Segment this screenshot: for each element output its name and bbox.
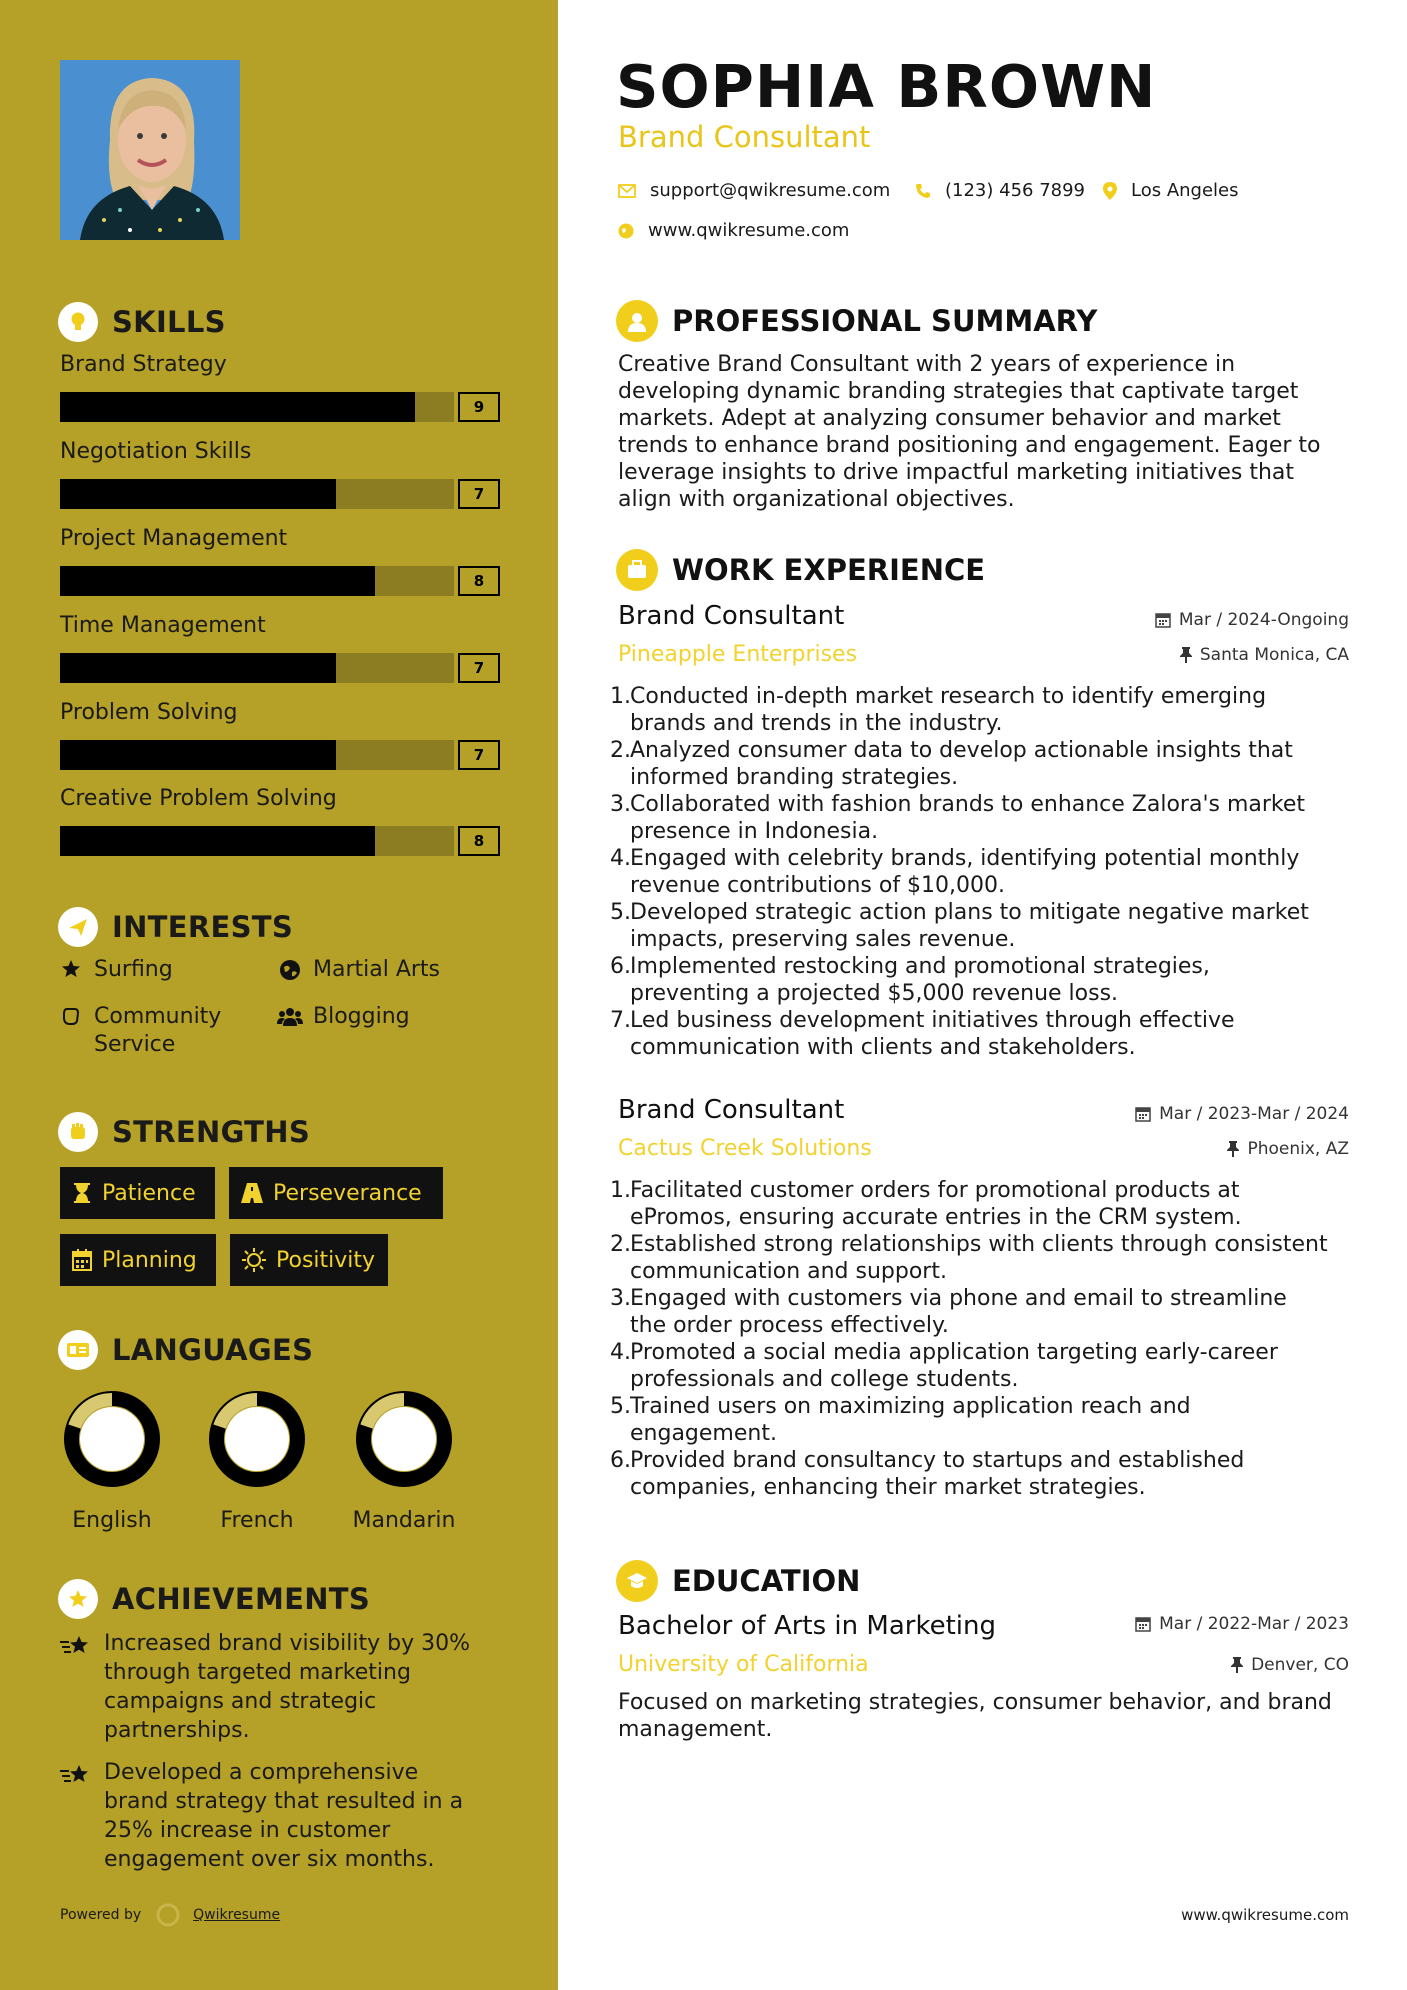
- achievement-line: brand strategy that resulted in a: [104, 1789, 464, 1814]
- skill-name: Brand Strategy: [60, 352, 227, 377]
- summary-line: markets. Adept at analyzing consumer behavior and market: [618, 406, 1281, 431]
- email-text: support@qwikresume.com: [650, 180, 891, 201]
- skill-item: [60, 700, 500, 770]
- responsibility-line: Analyzed consumer data to develop actionable insights that: [630, 738, 1293, 763]
- footer-website[interactable]: www.qwikresume.com: [1181, 1906, 1349, 1924]
- trophy-star-icon: [58, 1579, 98, 1619]
- work-heading: [616, 549, 985, 591]
- list-number: 5.: [610, 900, 631, 925]
- language-item: [182, 1390, 332, 1533]
- job-title: Brand Consultant: [618, 601, 845, 631]
- list-number: 1.: [610, 1178, 631, 1203]
- qwikresume-link[interactable]: Qwikresume: [193, 1907, 281, 1923]
- qwikresume-logo-icon: [155, 1902, 181, 1928]
- skill-bar-track: [60, 826, 454, 856]
- envelope-icon: [618, 184, 636, 198]
- achievement-line: through targeted marketing: [104, 1660, 411, 1685]
- responsibility-line: Facilitated customer orders for promotional products at: [630, 1178, 1240, 1203]
- skill-score: 7: [458, 740, 500, 770]
- strengths-title: STRENGTHS: [112, 1115, 311, 1149]
- language-ring: [63, 1390, 161, 1488]
- responsibility-line: brands and trends in the industry.: [630, 711, 1003, 736]
- list-number: 6.: [610, 1448, 631, 1473]
- user-icon: [616, 300, 658, 342]
- list-number: 7.: [610, 1008, 631, 1033]
- hourglass-icon: [72, 1182, 92, 1204]
- responsibility-line: presence in Indonesia.: [630, 819, 879, 844]
- language-item: [329, 1390, 479, 1533]
- responsibility-line: Developed strategic action plans to mitigate negative market: [630, 900, 1309, 925]
- job-location: [1180, 645, 1349, 665]
- summary-line: Creative Brand Consultant with 2 years of experience in: [618, 352, 1236, 377]
- achievement-item: [60, 1758, 490, 1874]
- skill-bar-fill: [60, 392, 415, 422]
- skill-bar-fill: [60, 740, 336, 770]
- responsibility-line: Collaborated with fashion brands to enhance Zalora's market: [630, 792, 1306, 817]
- list-number: 4.: [610, 1340, 631, 1365]
- list-number: 2.: [610, 738, 631, 763]
- responsibility-line: Established strong relationships with clients through consistent: [630, 1232, 1328, 1257]
- graduation-icon: [616, 1560, 658, 1602]
- job-dates: [1155, 610, 1349, 630]
- skill-bar-fill: [60, 566, 375, 596]
- skill-bar-fill: [60, 479, 336, 509]
- shooting-star-icon: [60, 1758, 92, 1874]
- achievement-line: 25% increase in customer: [104, 1818, 391, 1843]
- list-number: 3.: [610, 1286, 631, 1311]
- language-label: English: [72, 1508, 152, 1533]
- summary-title: PROFESSIONAL SUMMARY: [672, 304, 1098, 338]
- responsibility-line: Engaged with celebrity brands, identifying potential monthly: [630, 846, 1300, 871]
- fist-icon: [58, 1112, 98, 1152]
- shooting-star-icon: [60, 1629, 92, 1745]
- candidate-role: Brand Consultant: [618, 120, 871, 154]
- list-number: 2.: [610, 1232, 631, 1257]
- responsibility-line: informed branding strategies.: [630, 765, 959, 790]
- strength-label: Planning: [102, 1247, 197, 1273]
- skill-bar: [60, 392, 500, 422]
- list-number: 3.: [610, 792, 631, 817]
- skill-score: 8: [458, 826, 500, 856]
- responsibility-item: [610, 1285, 1370, 1339]
- powered-label: Powered by: [60, 1907, 142, 1923]
- skill-name: Problem Solving: [60, 700, 238, 725]
- responsibility-item: [610, 1393, 1370, 1447]
- skill-bar: [60, 740, 500, 770]
- responsibility-item: [610, 737, 1370, 791]
- responsibility-line: professionals and college students.: [630, 1367, 1019, 1392]
- responsibility-line: Promoted a social media application targeting early-career: [630, 1340, 1278, 1365]
- contact-email[interactable]: [618, 180, 890, 201]
- map-pin-icon: [1103, 182, 1117, 200]
- achievement-line: Developed a comprehensive: [104, 1760, 419, 1785]
- responsibility-line: engagement.: [630, 1421, 777, 1446]
- skill-bar-fill: [60, 653, 336, 683]
- calendar-icon: [1135, 1106, 1151, 1122]
- responsibility-line: impacts, preserving sales revenue.: [630, 927, 1016, 952]
- pushpin-icon: [1180, 647, 1192, 663]
- skill-bar-track: [60, 740, 454, 770]
- education-location: [1231, 1655, 1349, 1675]
- skill-bar: [60, 479, 500, 509]
- skill-item: [60, 352, 500, 422]
- education-title: EDUCATION: [672, 1564, 861, 1598]
- summary-line: align with organizational objectives.: [618, 487, 1015, 512]
- summary-line: developing dynamic branding strategies that captivate target: [618, 379, 1299, 404]
- skill-bar: [60, 566, 500, 596]
- lightbulb-icon: [58, 302, 98, 342]
- responsibility-item: [610, 1007, 1370, 1061]
- skill-bar: [60, 826, 500, 856]
- education-line: management.: [618, 1717, 773, 1742]
- interest-label-line1: Community: [94, 1004, 222, 1029]
- job-title: Brand Consultant: [618, 1095, 845, 1125]
- responsibility-line: Conducted in-depth market research to identify emerging: [630, 684, 1267, 709]
- interest-label-line2: Service: [94, 1032, 176, 1057]
- skill-bar-fill: [60, 826, 375, 856]
- list-number: 5.: [610, 1394, 631, 1419]
- phone-text: (123) 456 7899: [945, 180, 1086, 201]
- strengths-heading: [58, 1112, 310, 1152]
- language-card-icon: [58, 1330, 98, 1370]
- contact-phone[interactable]: [915, 180, 1085, 201]
- skill-item: [60, 786, 500, 856]
- languages-heading: [58, 1330, 313, 1370]
- calendar-icon: [1135, 1616, 1151, 1632]
- job-responsibilities: [610, 683, 1370, 1061]
- skill-name: Negotiation Skills: [60, 439, 252, 464]
- star-icon: [58, 956, 84, 984]
- languages-title: LANGUAGES: [112, 1333, 314, 1367]
- responsibility-line: Provided brand consultancy to startups and established: [630, 1448, 1245, 1473]
- strength-patience: [60, 1167, 215, 1219]
- responsibility-item: [610, 845, 1370, 899]
- skill-bar-track: [60, 392, 454, 422]
- achievement-line: partnerships.: [104, 1718, 250, 1743]
- road-icon: [241, 1183, 263, 1203]
- summary-heading: [616, 300, 1097, 342]
- skill-score: 8: [458, 566, 500, 596]
- skill-name: Creative Problem Solving: [60, 786, 337, 811]
- job-company: Cactus Creek Solutions: [618, 1136, 872, 1161]
- dates-text: Mar / 2022-Mar / 2023: [1159, 1614, 1349, 1634]
- sidebar: [0, 0, 558, 1990]
- list-number: 1.: [610, 684, 631, 709]
- responsibility-item: [610, 1447, 1370, 1501]
- interest-community-service: [58, 1003, 221, 1059]
- paper-plane-icon: [58, 907, 98, 947]
- location-text: Denver, CO: [1251, 1655, 1349, 1675]
- responsibility-line: Implemented restocking and promotional strategies,: [630, 954, 1210, 979]
- pushpin-icon: [1231, 1657, 1243, 1673]
- language-label: Mandarin: [352, 1508, 456, 1533]
- education-line: Focused on marketing strategies, consumer behavior, and brand: [618, 1690, 1332, 1715]
- list-number: 4.: [610, 846, 631, 871]
- responsibility-item: [610, 791, 1370, 845]
- achievement-line: Increased brand visibility by 30%: [104, 1631, 470, 1656]
- responsibility-item: [610, 1177, 1370, 1231]
- responsibility-line: Engaged with customers via phone and email to streamline: [630, 1286, 1287, 1311]
- interests-heading: [58, 907, 293, 947]
- school-name: University of California: [618, 1652, 869, 1677]
- education-dates: [1135, 1614, 1349, 1634]
- achievement-line: engagement over six months.: [104, 1847, 435, 1872]
- language-ring: [208, 1390, 306, 1488]
- work-title: WORK EXPERIENCE: [672, 553, 986, 587]
- strength-perseverance: [229, 1167, 443, 1219]
- responsibility-line: preventing a projected $5,000 revenue loss.: [630, 981, 1119, 1006]
- skills-heading: [58, 302, 226, 342]
- contact-website[interactable]: [618, 220, 849, 241]
- responsibility-line: the order process effectively.: [630, 1313, 949, 1338]
- strength-label: Perseverance: [273, 1180, 422, 1206]
- responsibility-item: [610, 683, 1370, 737]
- achievements-heading: [58, 1579, 370, 1619]
- job-responsibilities: [610, 1177, 1370, 1501]
- responsibility-item: [610, 1339, 1370, 1393]
- website-text: www.qwikresume.com: [648, 220, 850, 241]
- responsibility-line: ePromos, ensuring accurate entries in the CRM system.: [630, 1205, 1242, 1230]
- dates-text: Mar / 2023-Mar / 2024: [1159, 1104, 1349, 1124]
- candidate-name: SOPHIA BROWN: [616, 52, 1157, 121]
- degree-title: Bachelor of Arts in Marketing: [618, 1611, 996, 1641]
- interest-martial-arts: [277, 956, 440, 984]
- achievements-title: ACHIEVEMENTS: [112, 1582, 371, 1616]
- responsibility-line: revenue contributions of $10,000.: [630, 873, 1006, 898]
- language-item: [37, 1390, 187, 1533]
- strength-positivity: [230, 1234, 388, 1286]
- location-text: Los Angeles: [1131, 180, 1239, 201]
- responsibility-line: communication and support.: [630, 1259, 947, 1284]
- strength-planning: [60, 1234, 216, 1286]
- main-content: [558, 0, 1407, 1990]
- responsibility-item: [610, 1231, 1370, 1285]
- briefcase-icon: [616, 549, 658, 591]
- calendar-icon: [72, 1249, 92, 1271]
- skill-score: 7: [458, 479, 500, 509]
- globe-icon: [618, 223, 634, 239]
- calendar-icon: [1155, 612, 1171, 628]
- responsibility-line: companies, enhancing their market strategies.: [630, 1475, 1146, 1500]
- interest-label: Surfing: [94, 957, 173, 982]
- skill-name: Time Management: [60, 613, 266, 638]
- achievement-line: campaigns and strategic: [104, 1689, 377, 1714]
- job-dates: [1135, 1104, 1349, 1124]
- education-heading: [616, 1560, 860, 1602]
- skill-name: Project Management: [60, 526, 288, 551]
- phone-icon: [915, 183, 931, 199]
- skills-title: SKILLS: [112, 305, 226, 339]
- skill-bar-track: [60, 479, 454, 509]
- skill-bar-track: [60, 566, 454, 596]
- contact-location: [1103, 180, 1239, 201]
- skill-bar: [60, 653, 500, 683]
- summary-line: trends to enhance brand positioning and engagement. Eager to: [618, 433, 1321, 458]
- language-ring: [355, 1390, 453, 1488]
- location-text: Phoenix, AZ: [1247, 1139, 1349, 1159]
- skill-item: [60, 439, 500, 509]
- skill-score: 9: [458, 392, 500, 422]
- dates-text: Mar / 2024-Ongoing: [1178, 610, 1349, 630]
- pushpin-icon: [1227, 1141, 1239, 1157]
- globe-icon: [277, 956, 303, 984]
- summary-line: leverage insights to drive impactful marketing initiatives that: [618, 460, 1294, 485]
- skill-score: 7: [458, 653, 500, 683]
- skill-item: [60, 526, 500, 596]
- hand-icon: [58, 1003, 84, 1059]
- responsibility-line: Trained users on maximizing application reach and: [630, 1394, 1191, 1419]
- responsibility-line: communication with clients and stakeholders.: [630, 1035, 1136, 1060]
- achievement-item: [60, 1629, 490, 1745]
- summary-text: [618, 351, 1358, 513]
- responsibility-item: [610, 899, 1370, 953]
- language-label: French: [220, 1508, 294, 1533]
- interest-label: Martial Arts: [313, 957, 441, 982]
- location-text: Santa Monica, CA: [1199, 645, 1349, 665]
- sun-icon: [242, 1248, 266, 1272]
- powered-by: [60, 1902, 280, 1928]
- skill-bar-track: [60, 653, 454, 683]
- strength-label: Patience: [102, 1180, 196, 1206]
- interest-blogging: [277, 1003, 410, 1031]
- education-description: [618, 1689, 1358, 1743]
- interest-label: Blogging: [313, 1004, 410, 1029]
- list-number: 6.: [610, 954, 631, 979]
- interest-surfing: [58, 956, 173, 984]
- profile-photo: [60, 60, 240, 240]
- users-icon: [277, 1003, 303, 1031]
- job-location: [1227, 1139, 1349, 1159]
- job-company: Pineapple Enterprises: [618, 642, 858, 667]
- skill-item: [60, 613, 500, 683]
- responsibility-item: [610, 953, 1370, 1007]
- strength-label: Positivity: [276, 1247, 376, 1273]
- responsibility-line: Led business development initiatives through effective: [630, 1008, 1235, 1033]
- interests-title: INTERESTS: [112, 910, 294, 944]
